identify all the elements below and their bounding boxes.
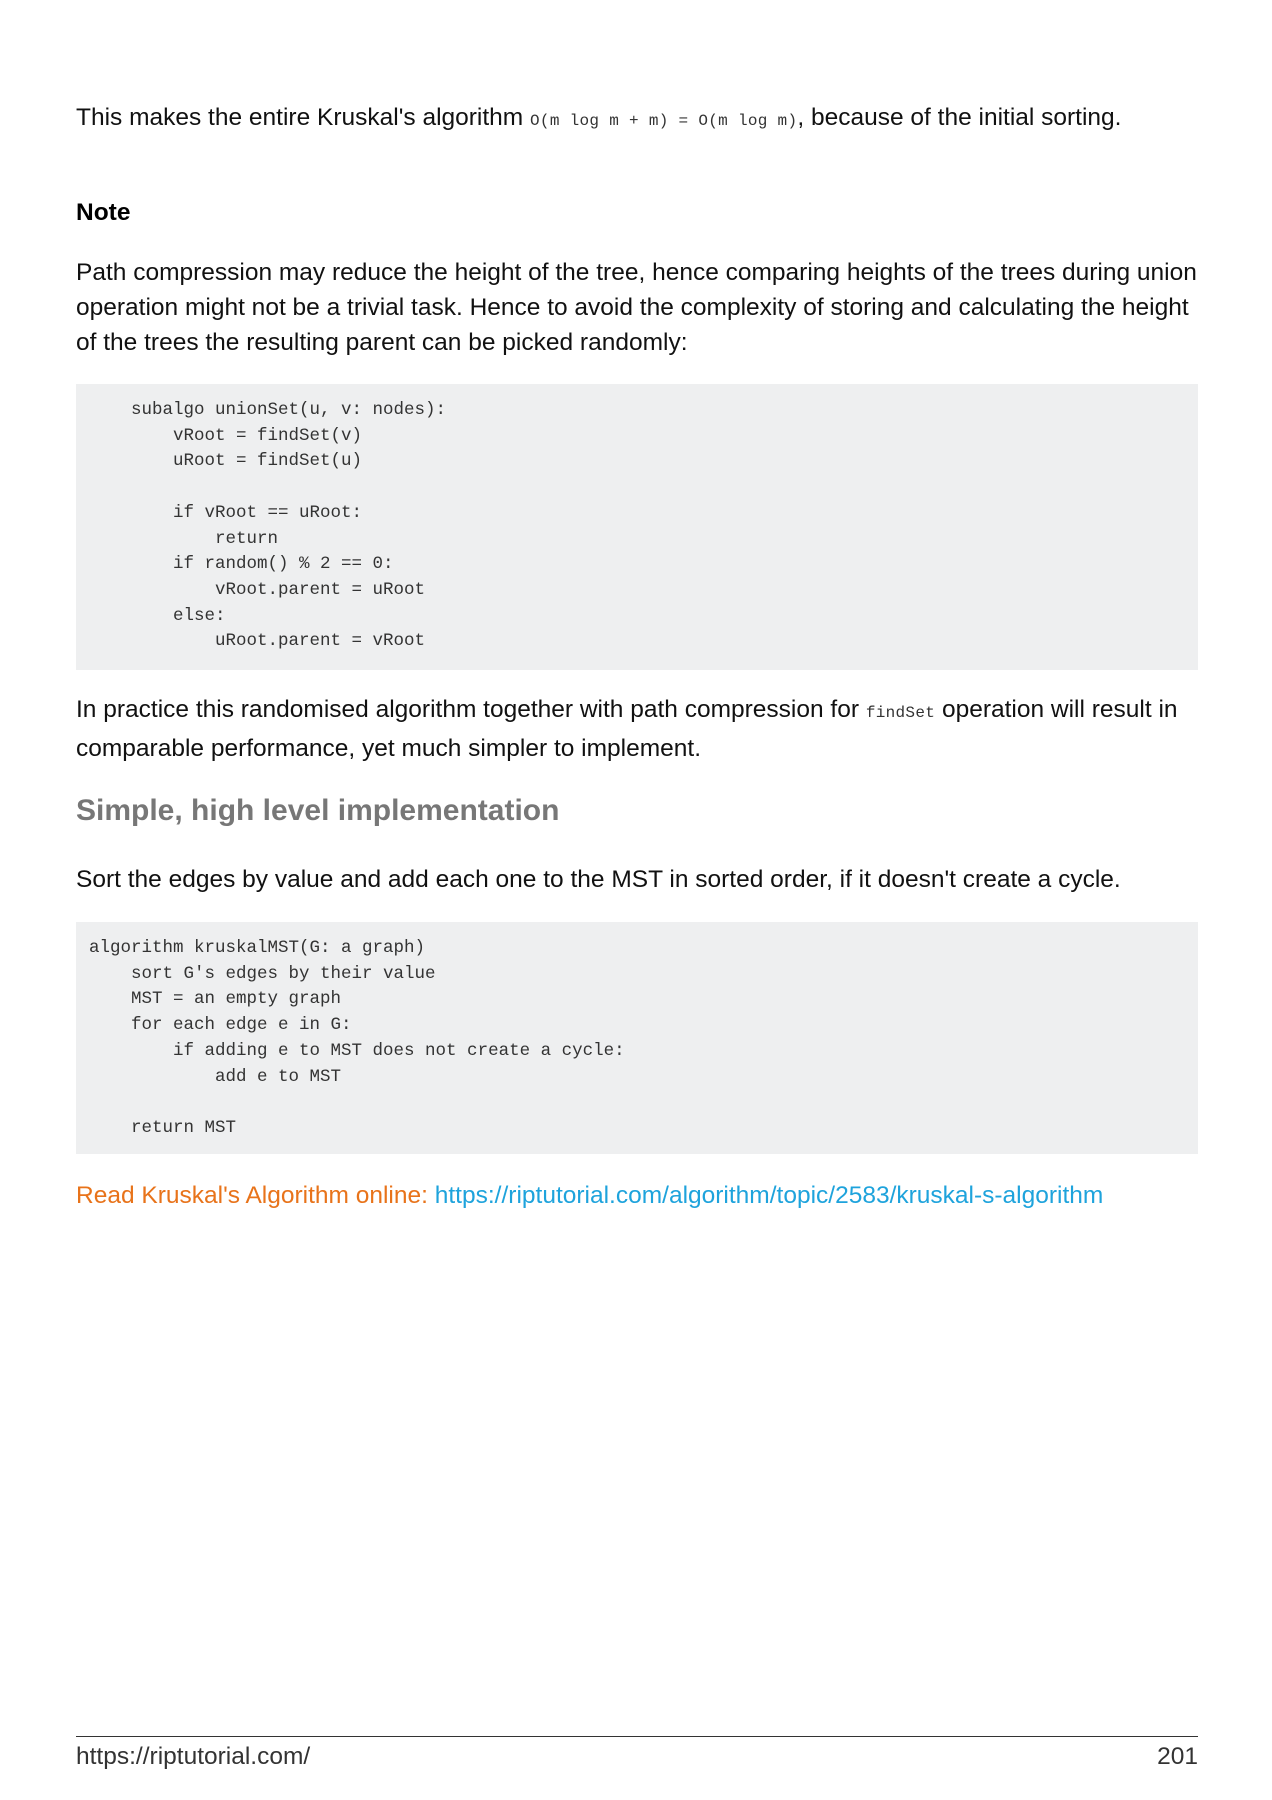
section-heading: Simple, high level implementation: [76, 794, 560, 827]
page-footer: [76, 1736, 1198, 1770]
intro-text-before: This makes the entire Kruskal's algorithm: [76, 104, 531, 131]
section-paragraph: Sort the edges by value and add each one to the MST in sorted order, if it doesn't create a cycle.: [76, 866, 1121, 893]
code-block-union-set: subalgo unionSet(u, v: nodes): vRoot = findSet(v) uRoot = findSet(u) if vRoot == uRoot: return if random() % 2 == 0: vRoot.parent = uRoot else: uRoot.parent = vRoot: [76, 384, 1198, 670]
note-paragraph: Path compression may reduce the height of the tree, hence comparing heights of the trees during union operation might not be a trivial task. Hence to avoid the complexity of storing and calculating the height of the trees the resulting parent can be picked randomly:: [76, 259, 1197, 356]
read-online-link[interactable]: https://riptutorial.com/algorithm/topic/2583/kruskal-s-algorithm: [434, 1182, 1104, 1209]
complexity-code: O(m log m + m) = O(m log m): [530, 112, 798, 130]
practice-text-after: operation will result in comparable performance, yet much simpler to implement.: [76, 696, 1178, 762]
intro-paragraph: [76, 100, 1196, 139]
intro-text-after: , because of the initial sorting.: [797, 104, 1122, 131]
read-online-line: [76, 1178, 1206, 1213]
footer-url: https://riptutorial.com/: [76, 1743, 311, 1770]
note-heading: Note: [76, 199, 131, 226]
code-block-kruskal: algorithm kruskalMST(G: a graph) sort G's edges by their value MST = an empty graph for each edge e in G: if adding e to MST does not create a cycle: add e to MST return MST: [76, 922, 1198, 1154]
footer-page-number: 201: [1157, 1743, 1198, 1770]
practice-text-before: In practice this randomised algorithm together with path compression for: [76, 696, 866, 723]
findset-code: findSet: [865, 704, 936, 722]
practice-paragraph: [76, 692, 1196, 766]
read-online-label: Read Kruskal's Algorithm online:: [76, 1182, 435, 1209]
